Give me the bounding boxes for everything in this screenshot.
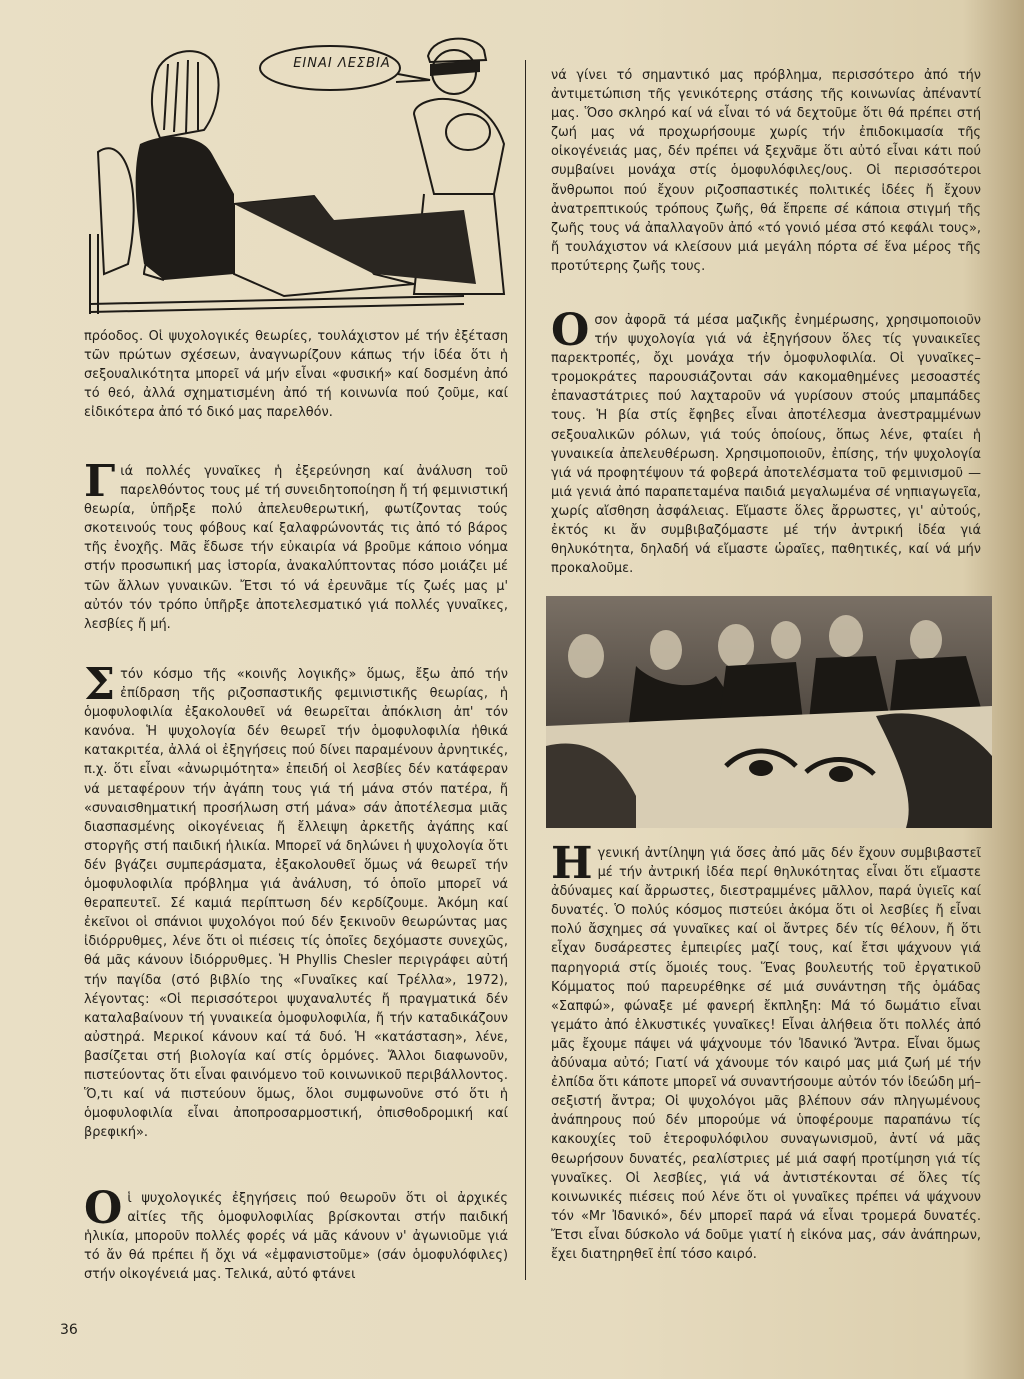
right-para-1-text: νά γίνει τό σημαντικό μας πρόβλημα, περισσότερο ἀπό τήν ἀντιμετώπιση τῆς γενικότερης στάσης τῆς κοινωνίας ἀπέναντί μας. Ὅσο σκληρό καί νά εἶναι τό νά δεχτοῦμε ὅτι θά πρέπει στή ζωή μας νά προχωρήσουμε χωρίς τήν ἐπιδοκιμασία τῆς οἰκογένειάς μας, δέν πρέπει νά ξεχνᾶμε ὅτι αὐτό εἶναι κάτι πού συμβαίνει μονάχα στίς ὁμοφυλόφιλες/ους. Οἱ περισσότεροι ἄνθρωποι πού ἔχουν ριζοσπαστικές πολιτικές ἰδέες ἤ ἔχουν ἀνατρεπτικούς τρόπους ζωῆς, θά ἔπρεπε σέ κάποια στιγμή τῆς ζωῆς τους νά ἀπαλλαγοῦν ἀπό «τό γονιό μέσα στό κεφάλι τους», ἤ τουλάχιστον νά κλείσουν μιά μεγάλη πόρτα σέ ἕνα μέρος τῆς προτύτερης ζωῆς τους. <box>551 68 981 274</box>
left-para-3-text: τόν κόσμο τῆς «κοινῆς λογικῆς» ὅμως, ἔξω ἀπό τήν ἐπίδραση τῆς ριζοσπαστικῆς φεμινιστικῆς θεωρίας, ἡ ὁμοφυλοφιλία ἐξακολουθεῖ νά θεωρεῖται ἀπόκλιση ἀπ' τόν κανόνα. Ἡ ψυχολογία δέν θεωρεῖ τήν ὁμοφυλοφιλία ἠθικά κατακριτέα, ἀλλά οἱ ἐξηγήσεις πού δίνει παραμένουν ἀρνητικές, π.χ. ὅτι εἶναι «ἀνωριμότητα» ἐπειδή οἱ λεσβίες δέν κατάφεραν νά μεταφέρουν τήν ἀγάπη τους γιά τή μάνα στόν πατέρα, ἤ «συναισθηματική προσήλωση στή μάνα» σάν ἀποτέλεσμα μιᾶς διασπασμένης οἰκογένειας ἤ ἔλλειψη ἀρκετῆς ἀγάπης καί στοργῆς στή παιδική ἡλικία. Μπορεῖ νά δηλώνει ἡ ψυχολογία ὅτι δέν βγάζει συμπεράσματα, ἐξακολουθεῖ ὅμως νά θεωρεῖ τήν ὁμοφυλοφιλία πρόβλημα γιά ἀνάλυση, τό ὁποῖο μπορεῖ νά θεραπευτεῖ. Σέ καμιά περίπτωση δέν κερδίζουμε. Ἀκόμη καί ἐκεῖνοι οἱ σπάνιοι ψυχολόγοι πού δέν ξεκινοῦν θεωρώντας μας ἰδιόρρυθμες, λένε ὅτι οἱ πιέσεις τίς ὁποῖες δεχόμαστε συνεχῶς, θά μᾶς κάνουν ἰδιόρρυθμες. Ἡ Phyllis Chesler περιγράφει αὐτή τήν παγίδα (στό βιβλίο της «Γυναῖκες καί Τρέλλα», 1972), λέγοντας: «Οἱ περισσότεροι ψυχαναλυτές ἤ πραγματικά δέν καταλαβαίνουν τή γυναικεία ὁμοφυλοφιλία, ἤ τήν καταδικάζουν αὐστηρά. Μερικοί κάνουν καί τά δυό. Ἡ «κατάσταση», λένε, βασίζεται στή βιολογία καί στίς ὁρμόνες. Ἄλλοι διαφωνοῦν, πιστεύοντας ὅτι εἶναι φαινόμενο τοῦ κοινωνικοῦ περιβάλλοντος. Ὅ,τι καί νά πιστεύουν ὅμως, ὅλοι συμφωνοῦνε στό ὅτι ἡ ὁμοφυλοφιλία εἶναι ἀποπροσαρμοστική, ὀπισθοδρομική καί βρεφική». <box>84 667 508 1141</box>
left-column-para-3 <box>84 659 508 1142</box>
left-para-1-text: πρόοδος. Οἱ ψυχολογικές θεωρίες, τουλάχιστον μέ τήν ἐξέταση τῶν πρώτων σχέσεων, ἀναγνωρίζουν κάπως τήν ἰδέα ὅτι ἡ σεξουαλικότητα μπορεῖ νά μήν εἶναι «φυσική» καί δοσμένη ἀπό τό θεό, ἀλλά σχηματισμένη ἀπό τή κοινωνία πού ζοῦμε, καί εἰδικότερα ἀπό τό δικό μας παρελθόν. <box>84 329 508 421</box>
drop-cap: Γ <box>84 456 116 507</box>
right-para-2-text: σον ἀφορᾶ τά μέσα μαζικῆς ἐνημέρωσης, χρησιμοποιοῦν τήν ψυχολογία γιά νά ἐξηγήσουν ὅλες τίς γυναικεῖες παρεκτροπές, ὄχι μονάχα τήν ὁμοφυλοφιλία. Οἱ γυναῖκες–τρομοκράτες παρουσιάζονται σάν κακομαθημένες μεσοαστές ἐπαναστάτριες πού λαχταροῦν νά γυρίσουν στούς μπαμπάδες τους. Ἡ βία στίς ἔφηβες εἶναι ἀποτέλεσμα ἀνεστραμμένων σεξουαλικῶν ρόλων, γιά τούς ὁποίους, ὅπως λένε, φταίει ἡ γυναικεία ἀπελευθέρωση. Χρησιμοποιοῦν, ἐπίσης, τήν ψυχολογία γιά νά προφητέψουν τά φοβερά ἀποτελέσματα τοῦ φεμινισμοῦ —μιά γενιά ἀπό παραπεταμένα παιδιά μεγαλωμένα σέ νηπιαγωγεῖα, χωρίς αἴσθηση ἀσφάλειας. Εἴμαστε ὅλες ἄρρωστες, γι' αὐτούς, ἐκτός κι ἄν συμβιβαζόμαστε μέ τήν ἀντρική ἰδέα γιά θηλυκότητα, δηλαδή νά εἴμαστε ὡραῖες, παθητικές, καί νά μήν προκαλοῦμε. <box>551 313 981 577</box>
left-para-4-text: ἱ ψυχολογικές ἐξηγήσεις πού θεωροῦν ὅτι οἱ ἀρχικές αἰτίες τῆς ὁμοφυλοφιλίας βρίσκονται στήν παιδική ἡλικία, μποροῦν πολλές φορές νά μᾶς κάνουν ν' ἀγωνιοῦμε γιά τό ἄν θά πρέπει ἤ ὄχι νά «ἐμφανιστοῦμε» (σάν ὁμοφυλόφιλες) στήν οἰκογένειά μας. Τελικά, αὐτό φτάνει <box>84 1191 508 1283</box>
left-column-para-2 <box>84 456 508 634</box>
right-column-para-1 <box>551 66 981 276</box>
right-column-para-3 <box>551 838 981 1264</box>
left-para-2-text: ιά πολλές γυναῖκες ἡ ἐξερεύνηση καί ἀνάλυση τοῦ παρελθόντος τους μέ τή συνειδητοποίηση ἤ τή φεμινιστική θεωρία, ὑπῆρξε πολύ ἀπελευθερωτική, φωτίζοντας τούς σκοτεινούς τους φόβους καί ξαλαφρώνοντάς τις ἀπό τό βάρος τῆς ἐνοχῆς. Μᾶς ἔδωσε τήν εὐκαιρία νά βροῦμε κάποιο νόημα στήν προσωπική μας ἱστορία, ἀνακαλύπτοντας πόσο μοιάζει μέ τῶν ἄλλων γυναικῶν. Ἔτσι τό νά ἐρευνᾶμε τίς ζωές μας μ' αὐτόν τόν τρόπο ὑπῆρξε ἀποτελεσματικό γιά πολλές γυναῖκες, λεσβίες ἤ μή. <box>84 464 508 632</box>
right-column-para-2 <box>551 305 981 578</box>
speech-bubble-text: ΕΙΝΑΙ ΛΕΣΒΙΑ <box>293 56 391 71</box>
drop-cap: Ο <box>551 305 590 356</box>
right-para-3-text: γενική ἀντίληψη γιά ὅσες ἀπό μᾶς δέν ἔχουν συμβιβαστεῖ μέ τήν ἀντρική ἰδέα περί θηλυκότητας εἶναι ὅτι εἴμαστε ἀδύναμες καί ἄρρωστες, διεστραμμένες μᾶλλον, παρά ὑγιεῖς καί δυνατές. Ὁ πολύς κόσμος πιστεύει ἀκόμα ὅτι οἱ λεσβίες ἤ εἶναι πολύ ἄσχημες σά γυναῖκες καί οἱ ἄντρες δέν τίς θέλουν, ἤ ὅτι εἶχαν δυσάρεστες ἐμπειρίες μαζί τους, καί ἔτσι ψάχνουν γιά παρηγοριά στίς ὅμοιές τους. Ἕνας βουλευτής τοῦ ἐργατικοῦ Κόμματος πού παρευρέθηκε σέ μιά συνάντηση τῆς ὁμάδας «Σαπφώ», φώναξε μέ φανερή ἔκπληξη: Μά τό δωμάτιο εἶναι γεμάτο ἀπό ἑλκυστικές γυναῖκες! Εἶναι ἀλήθεια ὅτι πολλές ἀπό μᾶς ἔχουμε πάψει νά ψάχνουμε τόν Ἰδανικό Ἄντρα. Εἶναι ὅμως ἀδύναμα αὐτό; Γιατί νά χάνουμε τόν καιρό μας μιά ζωή μέ τήν ἐλπίδα ὅτι κάποτε μπορεῖ νά συναντήσουμε αὐτόν τόν ἰδεώδη μή–σεξιστή ἄντρα; Οἱ ψυχολόγοι μᾶς βλέπουν σάν πληγωμένους ἀνάπηρους πού δέν μπορούμε νά ὑποφέρουμε παραπάνω τίς κακουχίες τοῦ ἑτεροφυλόφιλου συναγωνισμοῦ, ἀντί νά μᾶς θεωρήσουν δυνατές, ρεαλίστριες μέ μιά σαφή προτίμηση γιά τίς γυναῖκες. Οἱ λεσβίες, γιά νά ἀντιστέκονται σέ ὅλες τίς κοινωνικές πιέσεις πού λένε ὅτι οἱ γυναῖκες πρέπει νά ψάχνουν τόν «Mr Ἰδανικό», δέν μπορεῖ παρά νά εἶναι τρομερά δυνατές. Ἔτσι εἶναι δύσκολο νά δοῦμε γιατί ἡ εἰκόνα μας, σάν ἀνάπηρων, ἔχει διατηρηθεῖ ἐπί τόσο καιρό. <box>551 846 981 1262</box>
page-number: 36 <box>60 1322 78 1338</box>
drop-cap: Ο <box>84 1183 123 1234</box>
drop-cap: Η <box>551 838 593 889</box>
drop-cap: Σ <box>84 659 116 710</box>
left-column-para-4 <box>84 1183 508 1284</box>
protest-photo <box>546 596 992 828</box>
left-column-para-1 <box>84 327 508 422</box>
cartoon-illustration <box>84 34 524 318</box>
column-divider <box>525 60 526 1280</box>
